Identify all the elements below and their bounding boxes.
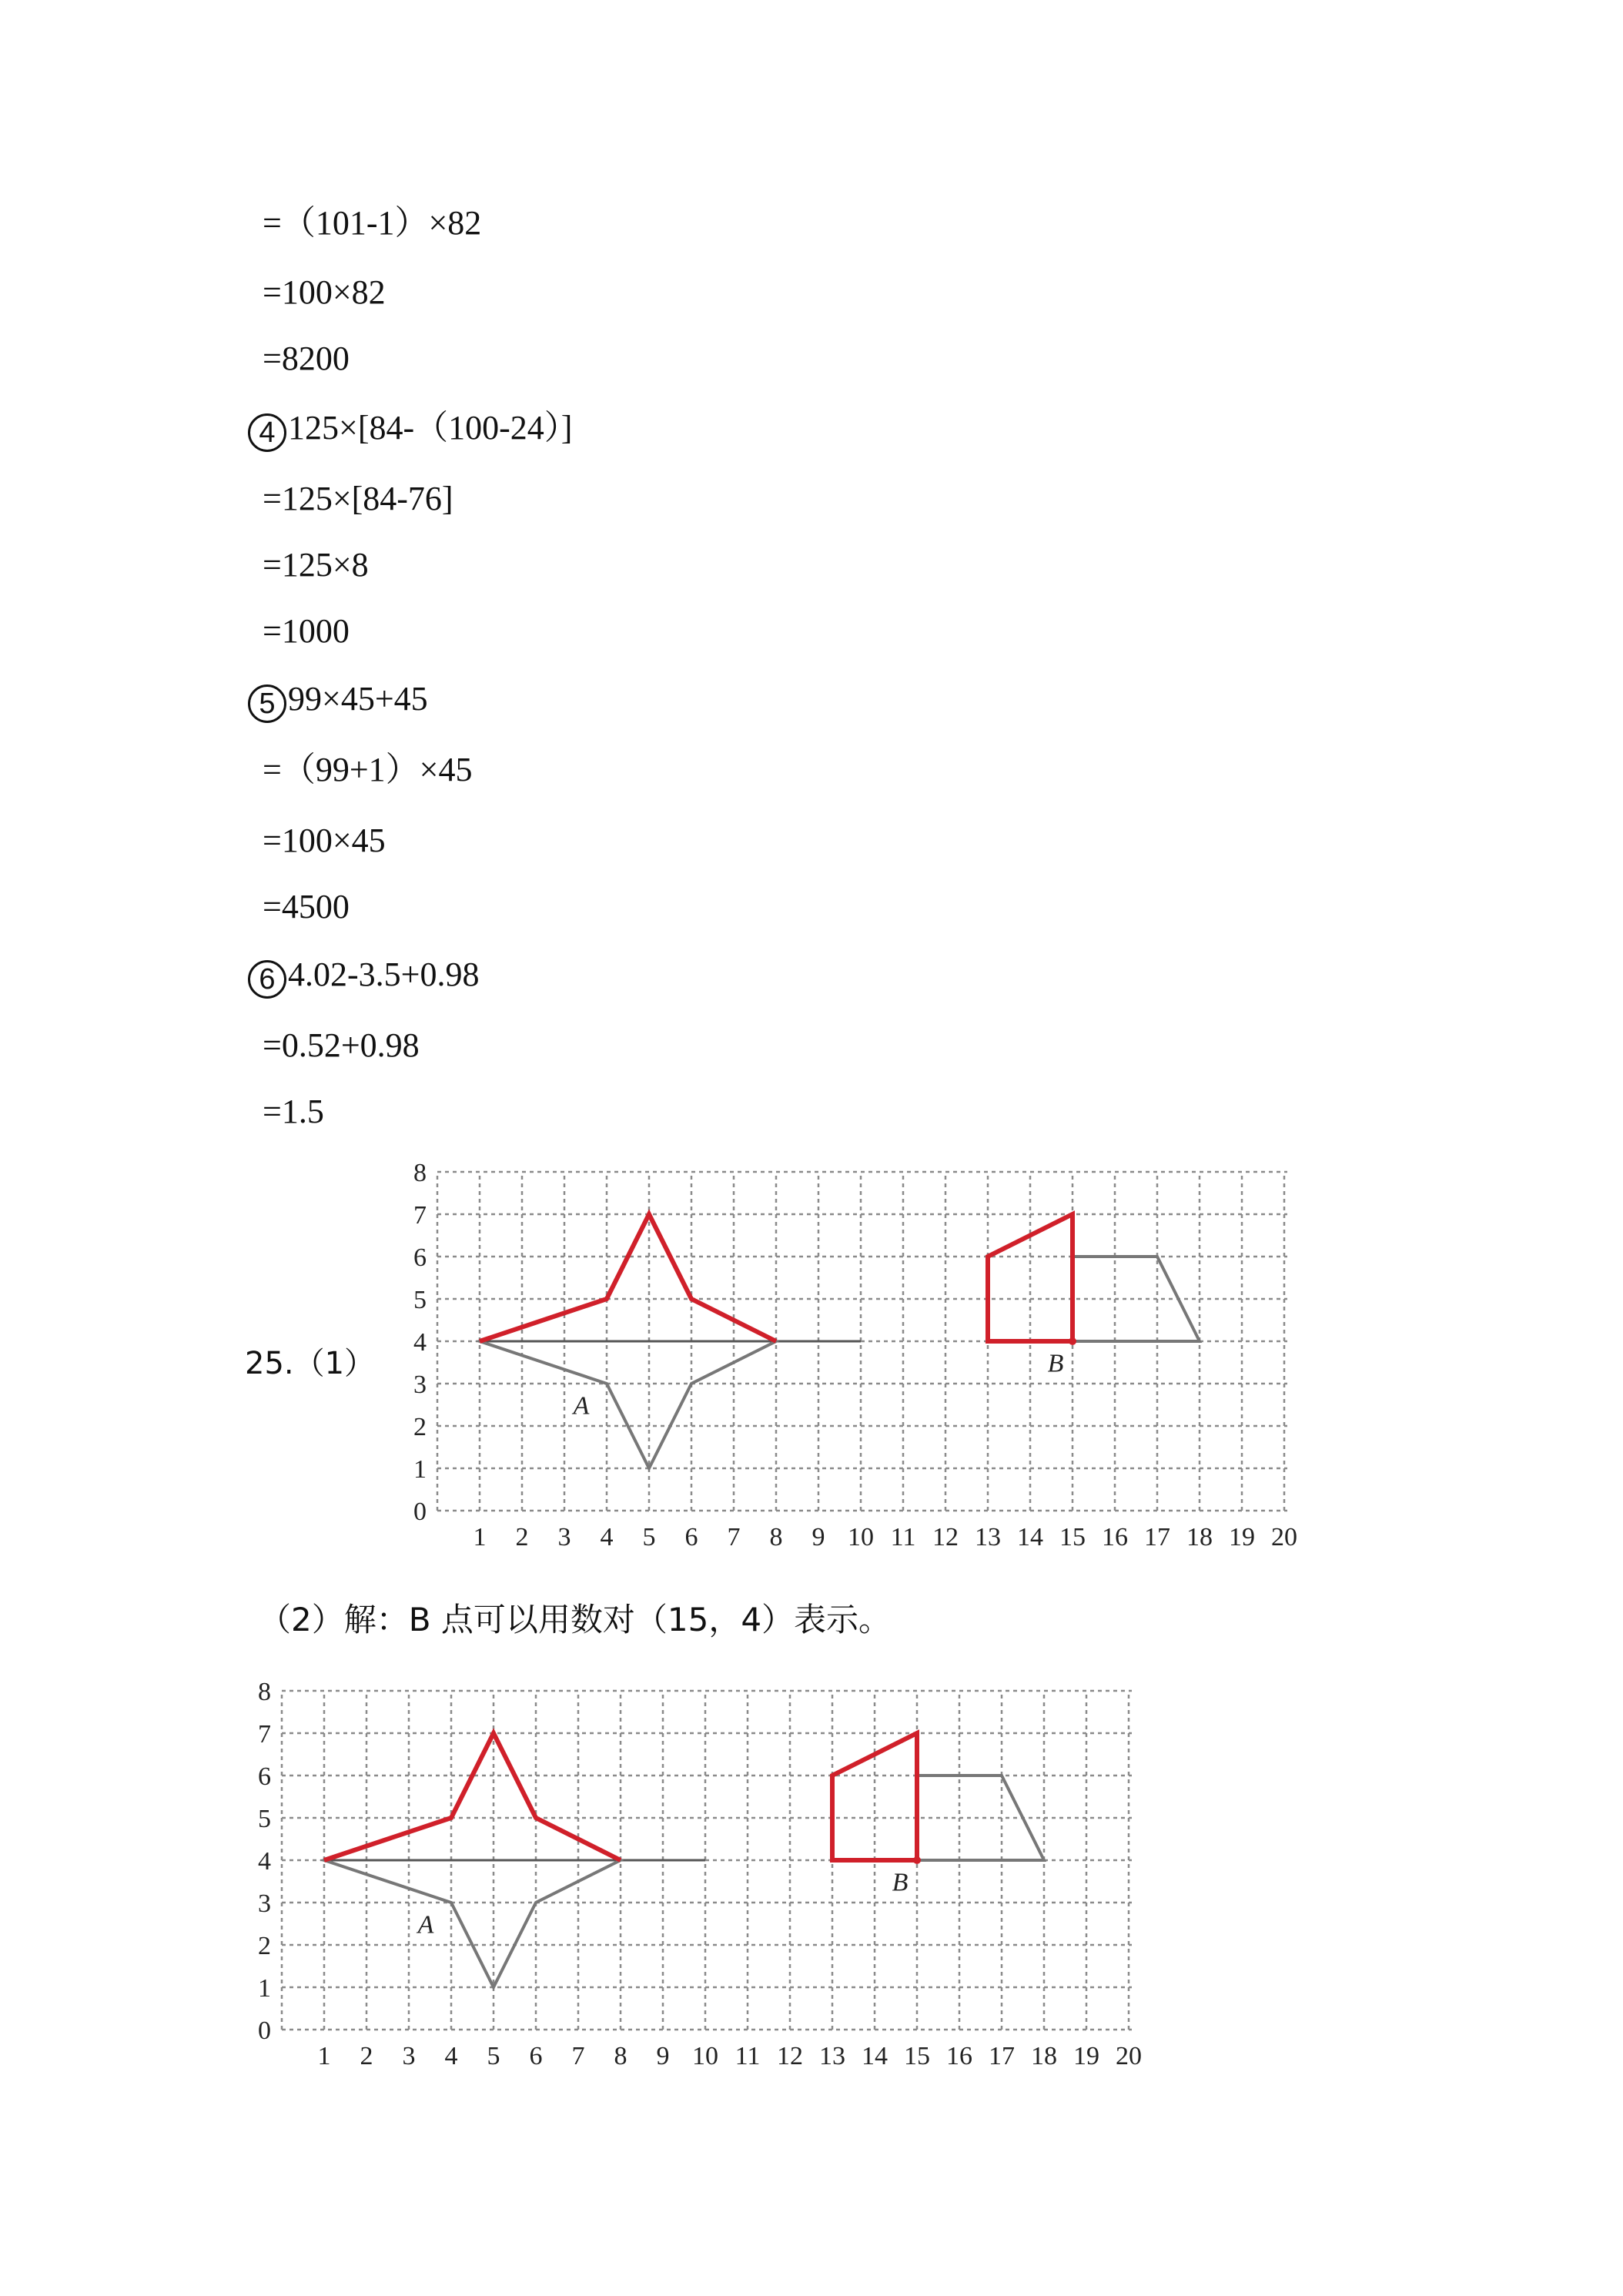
x-tick-label: 6	[684, 1523, 698, 1551]
y-tick-label: 0	[258, 2017, 271, 2045]
x-tick-label: 6	[529, 2042, 543, 2070]
x-tick-label: 15	[904, 2042, 930, 2070]
x-tick-label: 7	[571, 2042, 585, 2070]
y-tick-label: 7	[258, 1720, 271, 1749]
y-tick-label: 2	[413, 1413, 427, 1441]
x-tick-label: 20	[1116, 2042, 1142, 2070]
x-tick-label: 8	[769, 1523, 783, 1551]
x-tick-label: 4	[444, 2042, 458, 2070]
x-tick-label: 10	[692, 2042, 718, 2070]
grid-figure-svg	[400, 1147, 1309, 1571]
y-tick-label: 8	[258, 1678, 271, 1706]
shape-trapezoid	[1073, 1257, 1200, 1341]
x-tick-label: 2	[360, 2042, 373, 2070]
y-tick-label: 2	[258, 1932, 271, 1960]
problem-expression: 4.02-3.5+0.98	[288, 956, 480, 993]
x-tick-label: 4	[600, 1523, 614, 1551]
problem-6	[248, 953, 479, 999]
point-b-marker	[1069, 1337, 1076, 1345]
y-tick-label: 3	[413, 1371, 427, 1399]
x-tick-label: 14	[1017, 1523, 1043, 1551]
x-tick-label: 17	[1144, 1523, 1170, 1551]
x-tick-label: 1	[473, 1523, 487, 1551]
shape-A-reflected	[480, 1214, 776, 1341]
x-tick-label: 13	[975, 1523, 1001, 1551]
x-tick-label: 19	[1229, 1523, 1255, 1551]
x-tick-label: 12	[777, 2042, 803, 2070]
work-line: =1000	[263, 612, 350, 650]
problem-5	[248, 678, 428, 723]
shape-A-reflected	[324, 1733, 621, 1860]
point-b-marker	[913, 1856, 921, 1864]
point-label: A	[417, 1910, 434, 1940]
question-label: 25.（1）	[245, 1346, 376, 1381]
x-tick-label: 5	[642, 1523, 656, 1551]
x-tick-label: 10	[848, 1523, 874, 1551]
x-tick-label: 7	[727, 1523, 741, 1551]
x-tick-label: 14	[862, 2042, 888, 2070]
problem-expression: 99×45+45	[288, 680, 428, 718]
work-line: =125×8	[263, 546, 369, 584]
y-tick-label: 4	[258, 1847, 271, 1876]
x-tick-label: 17	[989, 2042, 1015, 2070]
x-tick-label: 15	[1059, 1523, 1086, 1551]
work-line: =100×45	[263, 822, 386, 859]
y-tick-label: 3	[258, 1889, 271, 1918]
x-tick-label: 12	[932, 1523, 959, 1551]
grid-figure-svg	[245, 1666, 1153, 2090]
x-tick-label: 9	[812, 1523, 825, 1551]
y-tick-label: 6	[258, 1762, 271, 1791]
x-tick-label: 18	[1031, 2042, 1057, 2070]
y-tick-label: 8	[413, 1159, 427, 1187]
circled-number-marker: 5	[248, 684, 286, 723]
x-tick-label: 5	[487, 2042, 500, 2070]
work-line: =（101-1）×82	[263, 204, 482, 242]
y-tick-label: 6	[413, 1243, 427, 1272]
y-tick-label: 4	[413, 1328, 427, 1357]
x-tick-label: 18	[1186, 1523, 1213, 1551]
grid-figure-1	[400, 1147, 1309, 1571]
circled-number-marker: 6	[248, 960, 286, 999]
x-tick-label: 3	[557, 1523, 571, 1551]
y-tick-label: 1	[258, 1974, 271, 2003]
work-line: =4500	[263, 888, 350, 925]
x-tick-label: 9	[656, 2042, 670, 2070]
work-line: =8200	[263, 340, 350, 377]
y-tick-label: 1	[413, 1455, 427, 1484]
circled-number-marker: 4	[248, 413, 286, 452]
y-tick-label: 0	[413, 1498, 427, 1526]
x-tick-label: 8	[614, 2042, 627, 2070]
point-label: A	[573, 1391, 590, 1421]
answer-text: （2）解：B 点可以用数对（15，4）表示。	[259, 1601, 892, 1638]
grid-figure-2	[245, 1666, 1153, 2090]
work-line: =0.52+0.98	[263, 1026, 420, 1064]
x-tick-label: 16	[1102, 1523, 1128, 1551]
work-line: =1.5	[263, 1093, 324, 1130]
problem-expression: 125×[84-（100-24）]	[288, 409, 573, 447]
x-tick-label: 13	[819, 2042, 845, 2070]
y-tick-label: 7	[413, 1201, 427, 1230]
work-line: =100×82	[263, 273, 386, 311]
point-label: B	[1047, 1349, 1064, 1378]
x-tick-label: 19	[1073, 2042, 1099, 2070]
x-tick-label: 3	[402, 2042, 416, 2070]
y-tick-label: 5	[413, 1286, 427, 1314]
work-line: =125×[84-76]	[263, 480, 453, 517]
shape-trapezoid	[917, 1776, 1044, 1860]
x-tick-label: 11	[890, 1523, 916, 1551]
point-label: B	[892, 1868, 909, 1897]
x-tick-label: 11	[735, 2042, 761, 2070]
y-tick-label: 5	[258, 1805, 271, 1833]
x-tick-label: 20	[1271, 1523, 1297, 1551]
x-tick-label: 2	[515, 1523, 529, 1551]
problem-4	[248, 407, 572, 452]
x-tick-label: 16	[946, 2042, 972, 2070]
x-tick-label: 1	[317, 2042, 331, 2070]
work-line: =（99+1）×45	[263, 751, 473, 788]
